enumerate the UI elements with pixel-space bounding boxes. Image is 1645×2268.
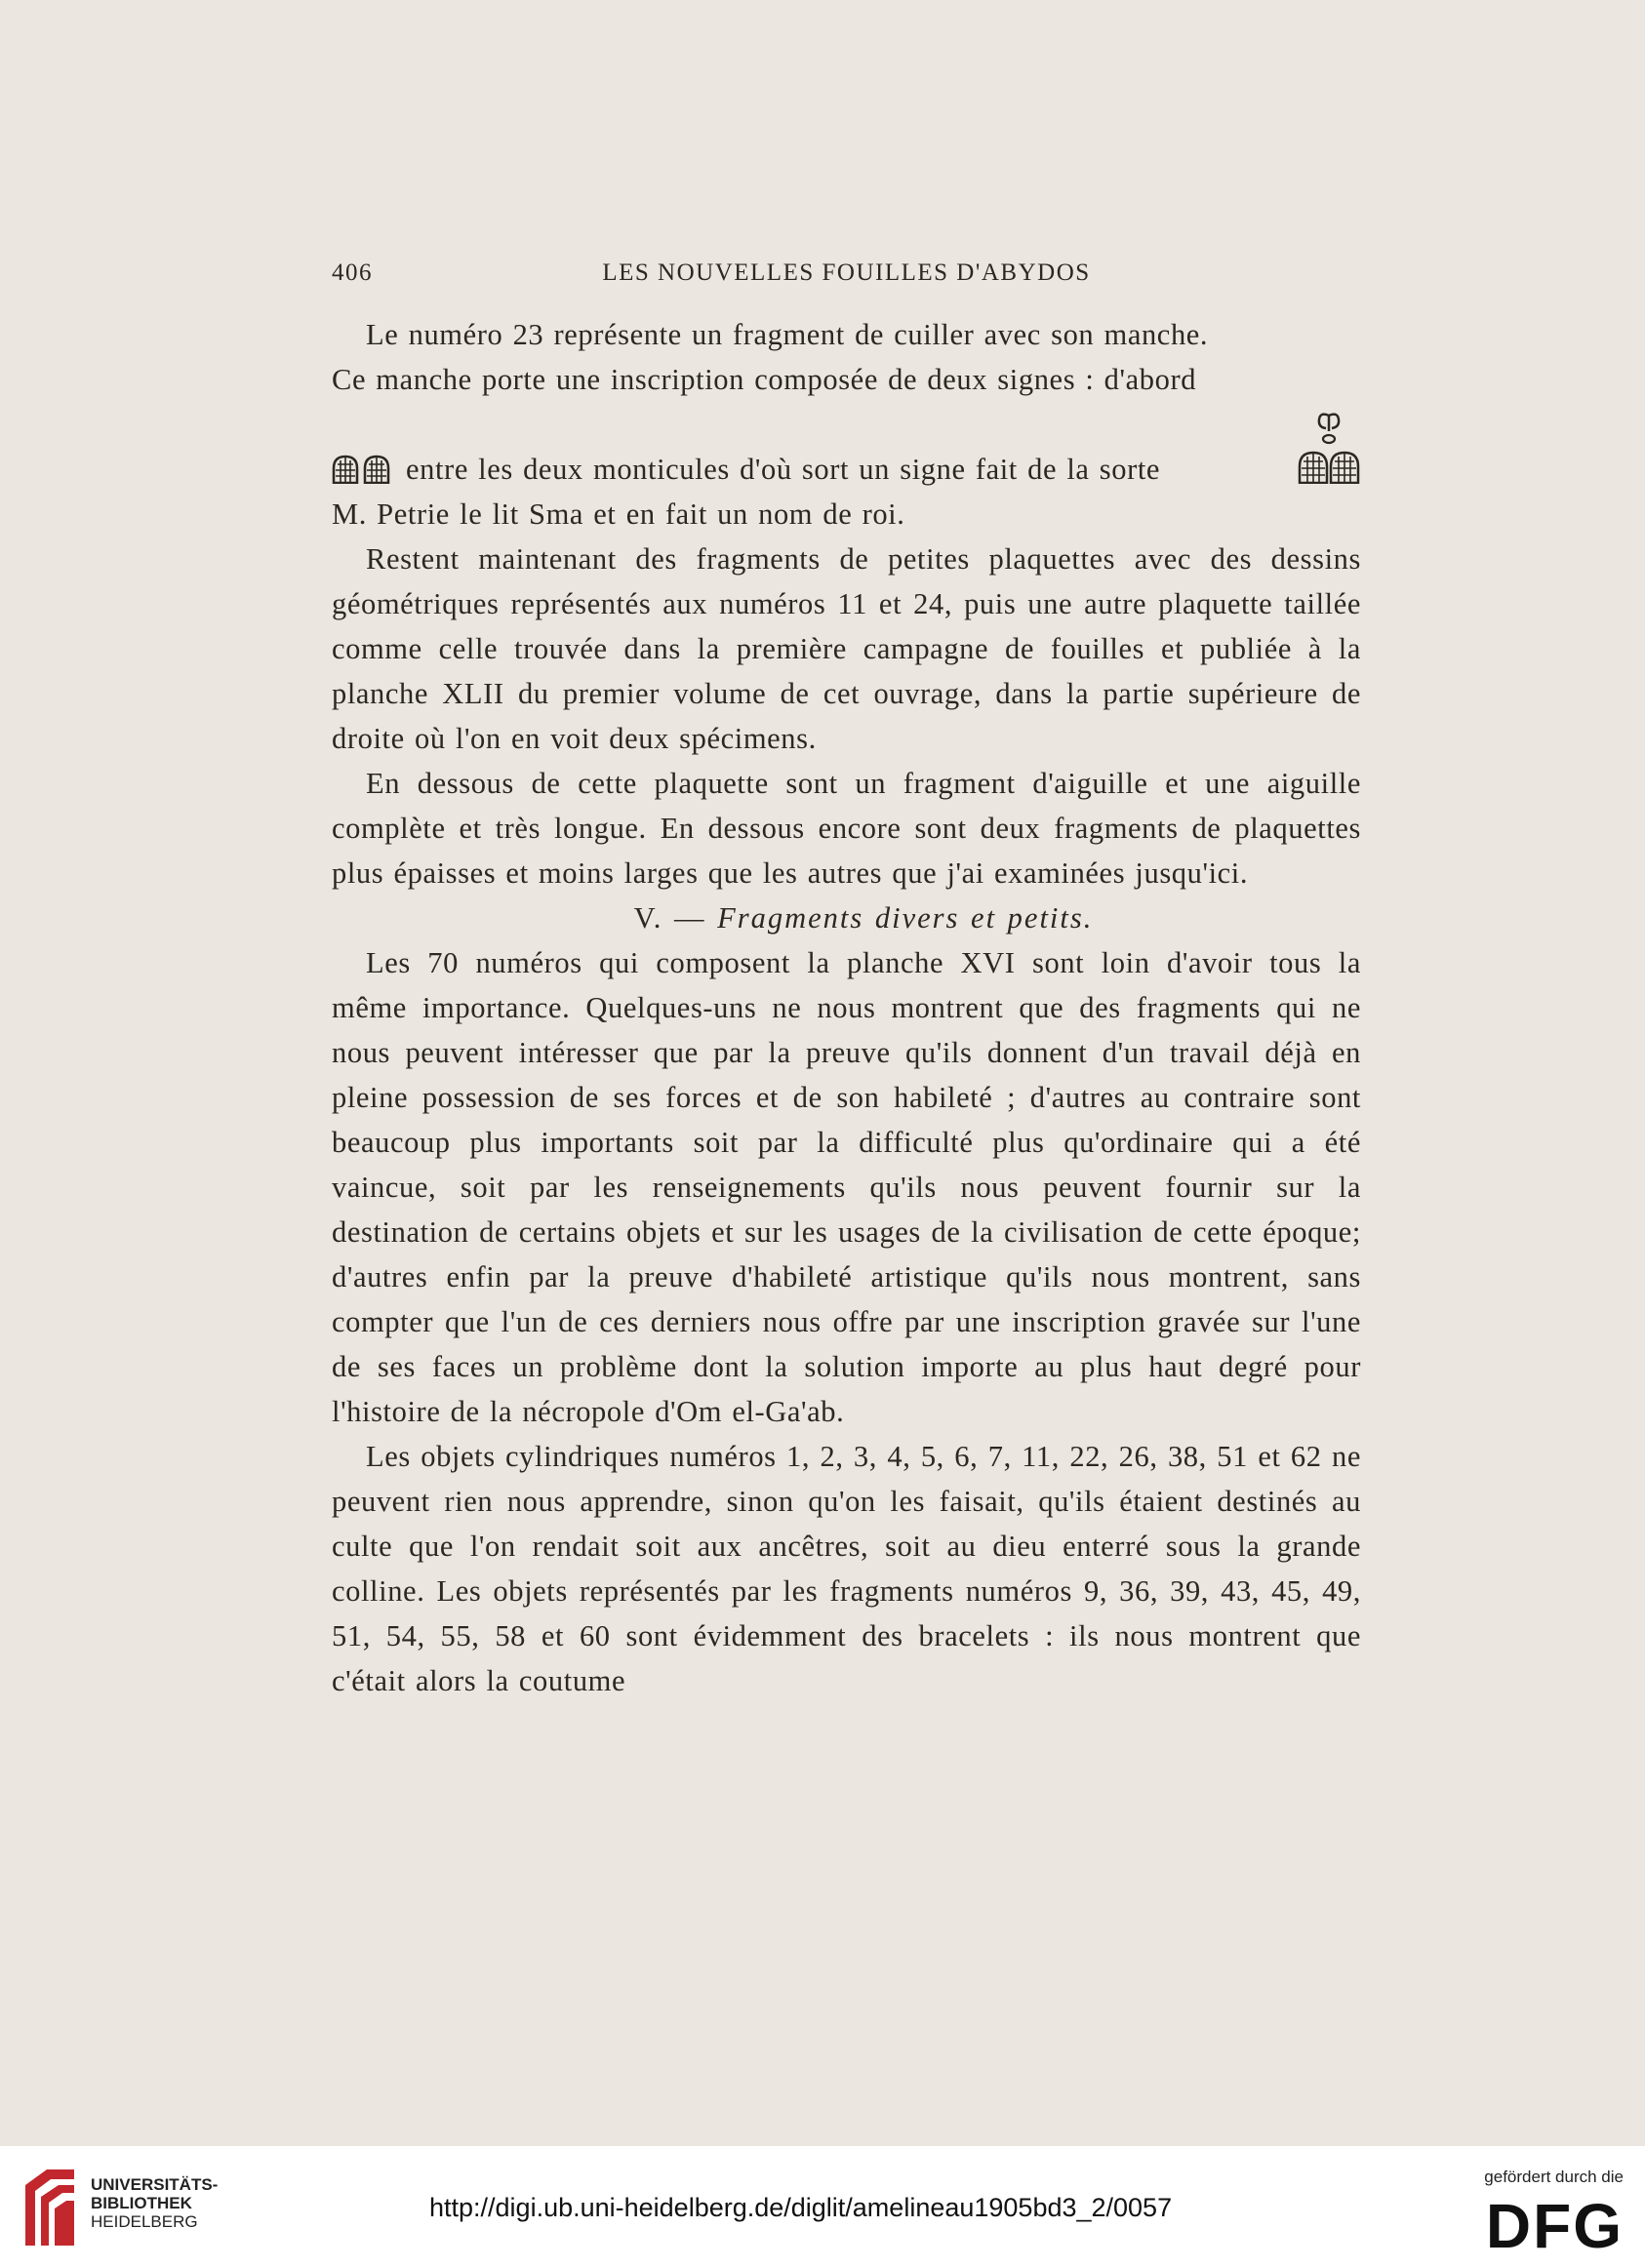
paragraph-5: Les objets cylindriques numéros 1, 2, 3, 4, 5, 6, 7, 11, 22, 26, 38, 51 et 62 ne peuvent rien nous apprendre, sinon qu'on les faisait, qu'ils étaient destinés au culte que l'on rendait soit aux ancêtres, soit au dieu enterré sous la grande colline. Les objets représentés par les fragments numéros 9, 36, 39, 43, 45, 49, 51, 54, 55, 58 et 60 sont évidemment des bracelets : ils nous montrent que c'était alors la coutume [332,1440,1361,1697]
hieroglyph-line [332,402,1361,492]
library-name-line-1: UNIVERSITÄTS- [91,2175,219,2194]
running-title: LES NOUVELLES FOUILLES D'ABYDOS [602,259,1091,286]
sma-sign-hieroglyph-icon [1297,410,1361,484]
paragraph-1-line-4: M. Petrie le lit Sma et en fait un nom de roi. [332,497,905,531]
double-mound-hieroglyph-icon [332,455,392,484]
paragraph-1-line-3: entre les deux monticules d'où sort un signe fait de la sorte [406,453,1161,486]
section-title: Fragments divers et petits. [717,901,1094,935]
digitization-footer [0,2146,1645,2268]
section-heading [332,895,1361,940]
paragraph-2: Restent maintenant des fragments de petites plaquettes avec des dessins géométriques représentés aux numéros 11 et 24, puis une autre plaquette taillée comme celle trouvée dans la première campagne de fouilles et publiée à la planche XLII du premier volume de cet ouvrage, dans la partie supérieure de droite où l'on en voit deux spécimens. [332,542,1361,755]
library-name [91,2175,218,2231]
dfg-logo: DFG [1485,2191,1624,2261]
university-library-logo-icon [18,2166,82,2249]
permalink-url[interactable]: http://digi.ub.uni-heidelberg.de/diglit/amelineau1905bd3_2/0057 [429,2193,1173,2222]
page-number: 406 [332,259,373,286]
library-name-line-3: HEIDELBERG [91,2212,198,2231]
library-name-line-2: BIBLIOTHEK [91,2194,192,2212]
section-number: V. — [633,901,706,935]
paragraph-1-line-2: Ce manche porte une inscription composée de deux signes : d'abord [332,363,1197,396]
funding-label: gefördert durch die [1484,2168,1624,2186]
paragraph-4: Les 70 numéros qui composent la planche XVI sont loin d'avoir tous la même importance. Quelques-uns ne nous montrent que des fragments qui ne nous peuvent intéresser que par la preuve qu'ils donnent d'un travail déjà en pleine possession de ses forces et de son habileté ; d'autres au contraire sont beaucoup plus importants soit par la difficulté plus qu'ordinaire qui a été vaincue, soit par les renseignements qu'ils nous peuvent fournir sur la destination de certains objets et sur les usages de la civilisation de cette époque; d'autres enfin par la preuve d'habileté artistique qu'ils nous montrent, sans compter que l'un de ces derniers nous offre par une inscription gravée sur l'une de ses faces un problème dont la solution importe au plus haut degré pour l'histoire de la nécropole d'Om el-Ga'ab. [332,946,1361,1428]
paragraph-3: En dessous de cette plaquette sont un fragment d'aiguille et une aiguille complète et très longue. En dessous encore sont deux fragments de plaquettes plus épaisses et moins larges que les autres que j'ai examinées jusqu'ici. [332,767,1361,890]
paragraph-1-line-1: Le numéro 23 représente un fragment de cuiller avec son manche. [366,318,1209,351]
body-text [332,312,1361,1703]
